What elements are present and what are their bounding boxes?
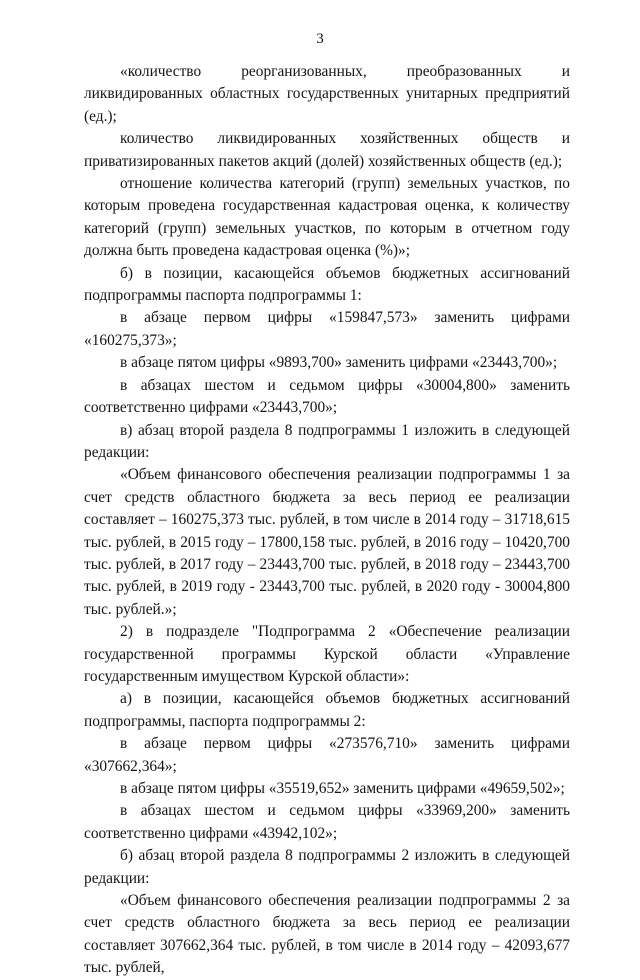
paragraph-sixth-seventh-abzac-sub2: в абзацах шестом и седьмом цифры «33969,200» заменить соответственно цифрами «43942,102»; — [84, 802, 570, 842]
paragraph-indicators-reorganized: «количество реорганизованных, преобразованных и ликвидированных областных государственных унитарных предприятий (ед.); — [84, 63, 570, 125]
paragraph-sixth-seventh-abzac-sub1: в абзацах шестом и седьмом цифры «30004,800» заменить соответственно цифрами «23443,700»; — [84, 376, 570, 417]
paragraph-item-b-sub1: б) в позиции, касающейся объемов бюджетных ассигнований подпрограммы паспорта подпрограммы 1: — [84, 264, 570, 305]
paragraph-first-abzac-sub2: в абзаце первом цифры «273576,710» заменить цифрами «307662,364»; — [84, 735, 570, 775]
paragraph-item-v-sub1: в) абзац второй раздела 8 подпрограммы 1 изложить в следующей редакции: — [84, 421, 570, 461]
paragraph-fifth-abzac-sub1: в абзаце пятом цифры «9893,700» заменить цифрами «23443,700»; — [120, 354, 558, 372]
paragraph-financing-sub1: «Объем финансового обеспечения реализации подпрограммы 1 за счет средств областного бюджета за весь период ее реализации составляет – 160275,373 тыс. рублей, в том числе в 2014 году – 31718,615 тыс. рублей, в 2015 году – 17800,158 тыс. рублей, в 2016 году – 10420,700 тыс. рублей, в 2017 году – 23443,700 тыс. рублей, в 2018 году – 23443,700 тыс. рублей, в 2019 году - 23443,700 тыс. рублей, в 2020 году - 30004,800 тыс. рублей.»; — [84, 466, 570, 618]
paragraph-subsection-sub2: 2) в подразделе "Подпрограмма 2 «Обеспечение реализации государственной программы Курской области «Управление государственным имуществом Курской области»: — [84, 623, 570, 685]
page-number: 3 — [316, 31, 324, 47]
paragraph-first-abzac-sub1: в абзаце первом цифры «159847,573» заменить цифрами «160275,373»; — [84, 309, 570, 349]
document-body — [84, 61, 570, 980]
paragraph-financing-sub2: «Объем финансового обеспечения реализации подпрограммы 2 за счет средств областного бюджета за весь период ее реализации составляет 307662,364 тыс. рублей, в том числе в 2014 году – 42093,677 тыс. рублей, — [84, 892, 570, 977]
paragraph-item-a-sub2: а) в позиции, касающейся объемов бюджетных ассигнований подпрограммы, паспорта подпрограммы 2: — [84, 690, 570, 730]
paragraph-item-b-sub2: б) абзац второй раздела 8 подпрограммы 2 изложить в следующей редакции: — [84, 847, 570, 887]
paragraph-fifth-abzac-sub2: в абзаце пятом цифры «35519,652» заменить цифрами «49659,502»; — [120, 780, 565, 797]
paragraph-indicators-cadastral: отношение количества категорий (групп) земельных участков, по которым проведена государственная кадастровая оценка, к количеству категорий (групп) земельных участков, по которым в отчетном году должна быть проведена кадастровая оценка (%)»; — [84, 175, 570, 260]
paragraph-indicators-liquidated: количество ликвидированных хозяйственных обществ и приватизированных пакетов акций (долей) хозяйственных обществ (ед.); — [84, 130, 570, 170]
